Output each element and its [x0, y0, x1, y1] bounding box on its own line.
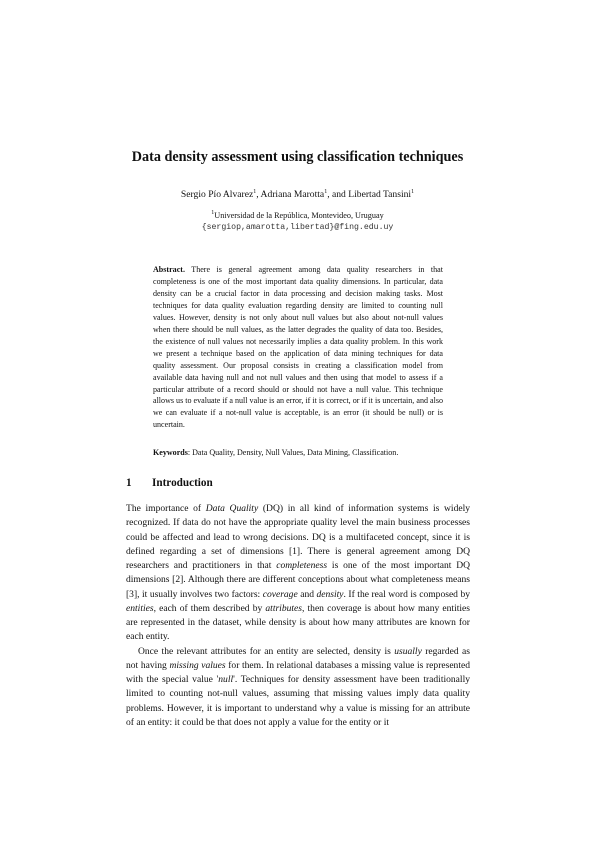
author-separator: , — [256, 189, 261, 200]
text-run: The importance of — [126, 503, 206, 514]
emphasis: null — [218, 674, 234, 685]
paragraph — [126, 502, 470, 645]
author-name: Adriana Marotta — [260, 189, 325, 200]
author-name: Sergio Pío Alvarez — [180, 189, 254, 200]
paper-title: Data density assessment using classification techniques — [131, 149, 464, 165]
text-run: and — [297, 588, 317, 600]
paragraph — [126, 645, 470, 731]
keywords-label: Keywords — [153, 448, 188, 457]
abstract — [153, 264, 443, 431]
emphasis: usually — [394, 645, 422, 657]
section-title: Introduction — [152, 477, 213, 489]
keywords-text: : Data Quality, Density, Null Values, Data Mining, Classification. — [187, 448, 399, 457]
text-run: Once the relevant attributes for an entity are selected, density is — [138, 645, 395, 657]
section-body — [126, 502, 470, 730]
emphasis: attributes — [265, 602, 302, 614]
author-emails: {sergiop,amarotta,libertad}@fing.edu.uy — [201, 223, 394, 232]
author-affiliation-mark: 1 — [411, 189, 415, 195]
affiliation-mark: 1 — [211, 210, 215, 216]
emphasis: missing values — [169, 659, 226, 671]
text-run: is one of the most important DQ dimensions [2]. Although there are different conceptions about what completeness means [3], it usually involves two factors: — [126, 560, 470, 600]
text-run: , then coverage is about how many entities are represented in the dataset, while density is about how many attributes are known for each entity. — [126, 602, 470, 643]
author-list — [0, 189, 595, 200]
emphasis: Data Quality — [205, 503, 259, 514]
author-affiliation-mark: 1 — [253, 189, 257, 195]
keywords — [153, 447, 443, 459]
emphasis: entities — [126, 602, 154, 614]
affiliation-name: Universidad de la República, Montevideo, Uruguay — [214, 211, 384, 220]
text-run: . If the real word is composed by — [343, 588, 471, 600]
emphasis: coverage — [262, 588, 298, 600]
author-name: Libertad Tansini — [348, 189, 412, 200]
text-run: regarded as not having — [126, 645, 470, 671]
author-separator: , and — [327, 189, 349, 200]
text-run: (DQ) in all kind of information systems is widely recognized. If data do not have the appropriate quality level the main business processes could be affected and lead to wrong decisions. DQ is a multifaceted concept, since it is defined regarding a set of dimensions [1]. There is general agreement among DQ researchers and practitioners in that — [126, 503, 471, 571]
text-run: '. Techniques for density assessment have been traditionally limited to counting not-null values, assuming that missing values imply data quality problems. However, it is important to understand why a value is missing for an attribute of an entity: it could be that does not apply a value for the entity or it — [126, 674, 470, 728]
section-number: 1 — [126, 477, 132, 489]
section-heading — [126, 477, 213, 489]
author-affiliation-mark: 1 — [324, 189, 328, 195]
text-run: , each of them described by — [153, 602, 266, 614]
abstract-text: There is general agreement among data quality researchers in that completeness is one of the most important data quality dimensions. In particular, data density can be a crucial factor in data processing and decision making tasks. Most techniques for data quality evaluation regarding density are limited to counting null values. However, density is not only about null values but also about not-null values when there should be null values, as the latter degrades the quality of data too. Besides, the existence of null values not necessarily implies a data quality problem. In this work we present a technique based on the application of data mining techniques for data quality assessment. Our proposal consists in creating a classification model from available data having null and not null values and then using that model to assess if a particular attribute of a record should or should not have a null value. This technique allows us to evaluate if a null value is an error, if it is correct, or if it is uncertain, and also we can evaluate if a not-null value is acceptable, is an error (it should be null) or is uncertain. — [153, 265, 443, 430]
abstract-label: Abstract. — [153, 265, 185, 274]
text-run: for them. In relational databases a missing value is represented with the special value ' — [126, 659, 470, 685]
affiliation — [0, 211, 595, 220]
emphasis: density — [316, 588, 344, 600]
emphasis: completeness — [276, 560, 328, 571]
